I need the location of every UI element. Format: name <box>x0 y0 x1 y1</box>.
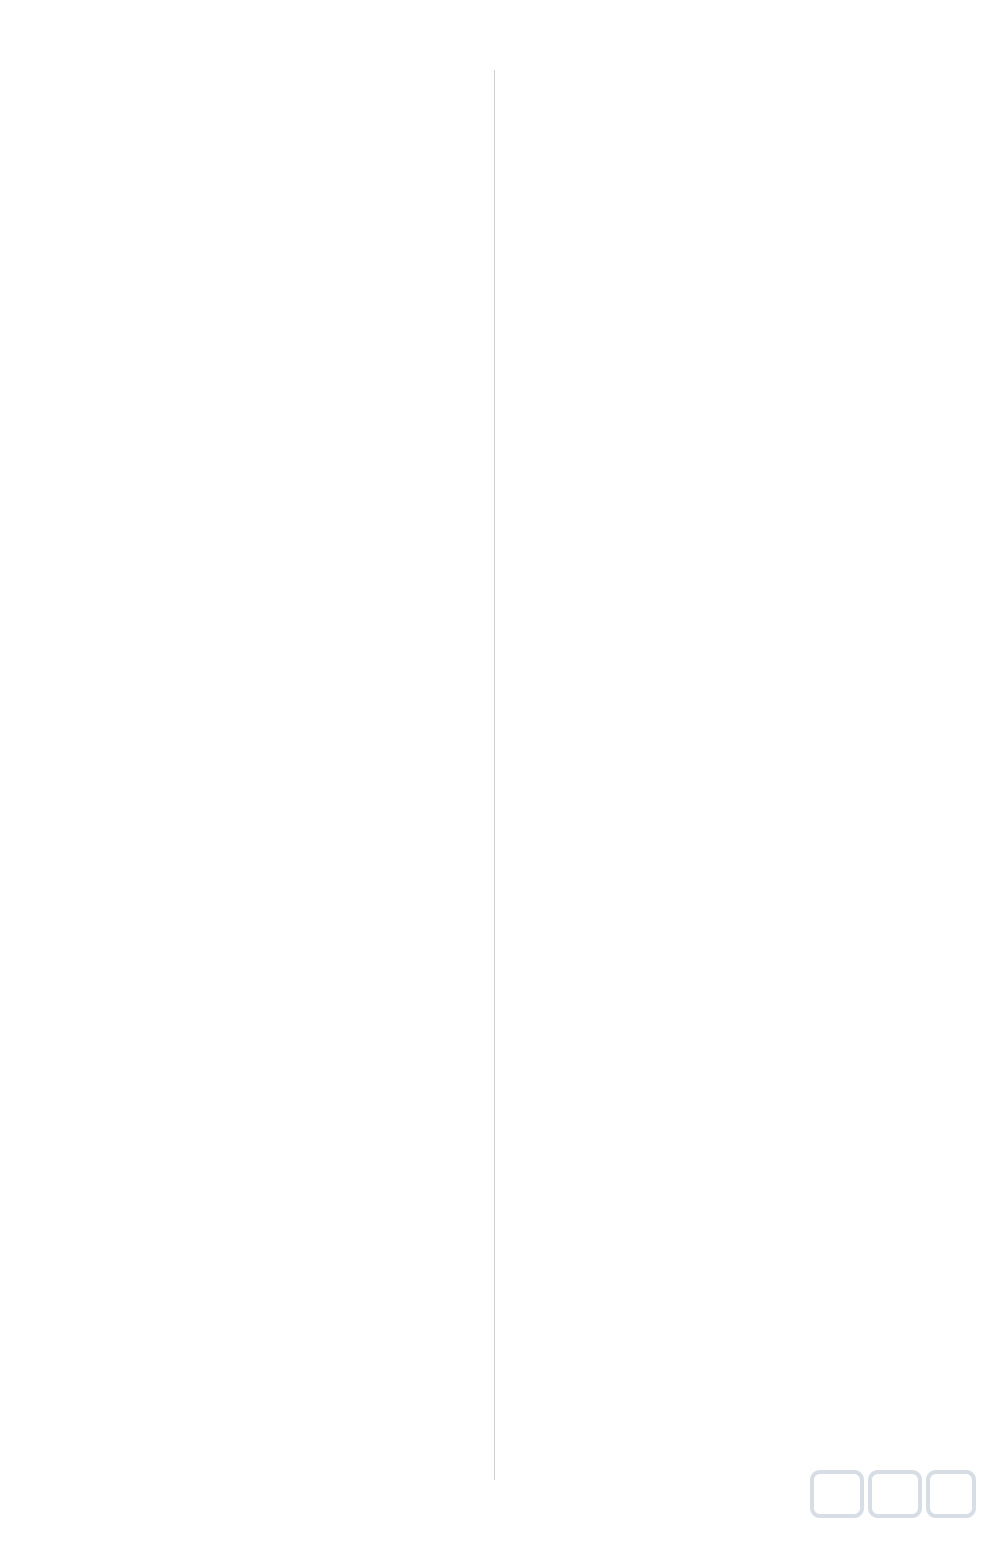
left-column <box>58 72 516 80</box>
watermark-logo-icon <box>808 1466 978 1526</box>
right-column <box>512 72 970 86</box>
column-divider <box>494 70 495 1480</box>
